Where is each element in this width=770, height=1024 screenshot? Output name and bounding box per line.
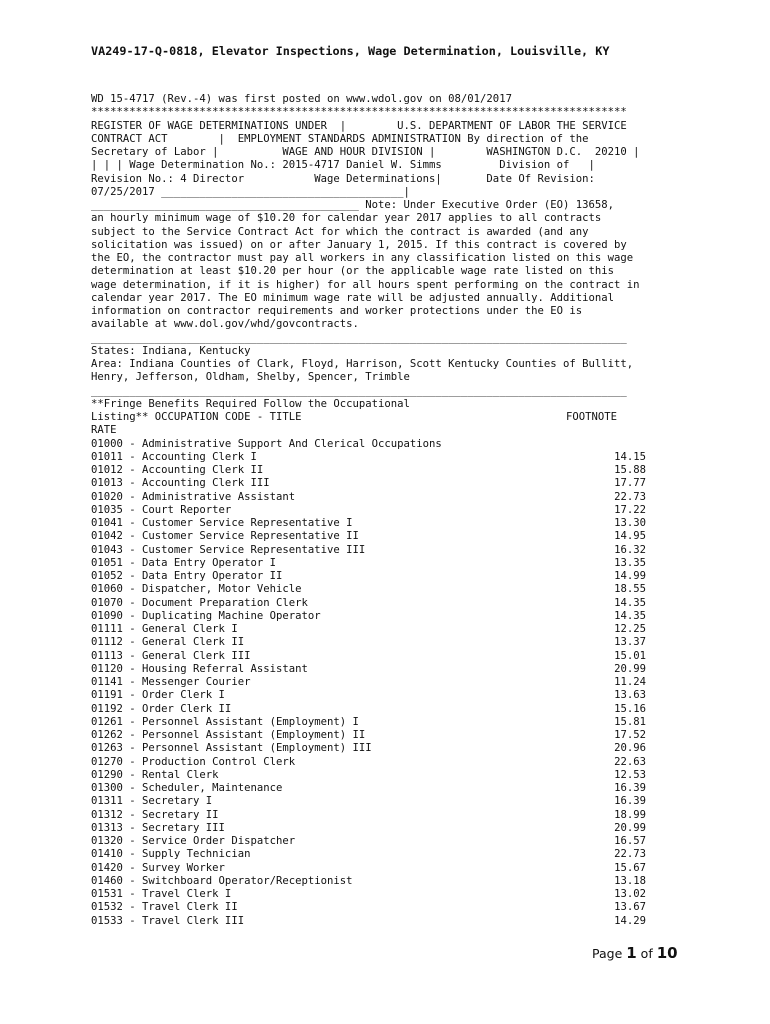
occupation-title: 01532 - Travel Clerk II [91,901,238,914]
page-word: Page [592,946,623,961]
occupation-row [91,862,691,875]
occupation-row [91,875,691,888]
occupation-rate: 12.25 [614,623,646,635]
body-line: information on contractor requirements and worker protections under the EO is [91,305,583,317]
occupation-rate: 13.67 [614,901,646,914]
occupation-row [91,901,691,914]
occupation-title: 01420 - Survey Worker [91,861,225,874]
body-line: ************************************************************************************ [91,106,627,119]
occupation-rate: 15.81 [614,715,646,728]
occupation-title: 01533 - Travel Clerk III [91,914,245,927]
occupation-row [91,477,691,490]
body-line: solicitation was issued) on or after January 1, 2015. If this contract is covered by [91,238,627,251]
occupation-row [91,650,691,663]
body-line: | | | Wage Determination No.: 2015-4717 Daniel W. Simms Division of | [91,159,595,172]
occupation-rate: 22.73 [614,848,646,861]
occupation-rate: 17.52 [614,729,646,741]
occupation-header-row [91,411,691,424]
occupation-title: 01313 - Secretary III [91,821,225,834]
occupation-rate: 22.63 [614,755,646,768]
occupation-row [91,888,691,901]
occupation-rate: 13.18 [614,874,646,887]
occupation-row [91,915,691,928]
occupation-row [91,636,691,649]
page-number: 1 [626,944,637,962]
occupation-row [91,822,691,835]
intro-text [91,93,691,411]
occupation-title: 01013 - Accounting Clerk III [91,477,270,490]
occupation-rate: 17.22 [614,503,646,516]
occupation-rate: 18.55 [614,583,646,596]
body-line: REGISTER OF WAGE DETERMINATIONS UNDER | U.S. DEPARTMENT OF LABOR THE SERVICE [91,119,627,132]
occupation-row [91,676,691,689]
occupation-rate: 12.53 [614,768,646,781]
occupation-title: 01020 - Administrative Assistant [91,490,296,503]
rate-header-label: RATE [91,424,117,437]
occupation-rate: 13.02 [614,888,646,900]
occupation-group-heading: 01000 - Administrative Support And Clerical Occupations [91,437,442,450]
body-line: CONTRACT ACT | EMPLOYMENT STANDARDS ADMINISTRATION By direction of the [91,132,589,145]
occupation-rate: 14.95 [614,530,646,543]
occupation-rate: 14.29 [614,914,646,927]
occupation-title: 01043 - Customer Service Representative III [91,543,366,556]
occupation-header-label: Listing** OCCUPATION CODE - TITLE [91,411,302,423]
body-line: wage determination, if it is higher) for all hours spent performing on the contract in [91,278,640,291]
occupation-rate: 18.99 [614,808,646,821]
occupation-rate: 16.39 [614,795,646,808]
occupation-row [91,517,691,530]
occupation-rate: 17.77 [614,477,646,490]
occupation-rate: 11.24 [614,676,646,688]
document-body [91,93,691,928]
body-line: **Fringe Benefits Required Follow the Occupational [91,397,410,410]
body-line: ____________________________________________________________________________________ [91,331,627,344]
occupation-title: 01090 - Duplicating Machine Operator [91,609,321,622]
occupation-title: 01531 - Travel Clerk I [91,888,232,900]
occupation-row [91,848,691,861]
occupation-title: 01192 - Order Clerk II [91,702,232,715]
occupation-row [91,504,691,517]
occupation-title: 01410 - Supply Technician [91,848,251,861]
occupation-row [91,795,691,808]
occupation-rate: 14.99 [614,570,646,582]
occupation-title: 01460 - Switchboard Operator/Receptionist [91,874,353,887]
document-title: VA249-17-Q-0818, Elevator Inspections, Wage Determination, Louisville, KY [91,44,610,58]
occupation-row [91,544,691,557]
occupation-title: 01011 - Accounting Clerk I [91,450,257,463]
of-word: of [640,946,653,961]
occupation-list [91,451,691,928]
occupation-row [91,530,691,543]
occupation-row [91,835,691,848]
occupation-title: 01042 - Customer Service Representative II [91,530,359,543]
occupation-row [91,729,691,742]
occupation-row [91,663,691,676]
occupation-rate: 15.88 [614,464,646,476]
occupation-row [91,769,691,782]
occupation-rate: 20.96 [614,742,646,755]
occupation-rate: 16.39 [614,782,646,794]
footnote-header-label: FOOTNOTE [566,411,618,423]
occupation-rate: 13.63 [614,689,646,702]
occupation-title: 01300 - Scheduler, Maintenance [91,782,283,794]
occupation-title: 01113 - General Clerk III [91,649,251,662]
occupation-title: 01261 - Personnel Assistant (Employment) I [91,715,359,728]
occupation-title: 01290 - Rental Clerk [91,768,219,781]
body-line: WD 15-4717 (Rev.-4) was first posted on www.wdol.gov on 08/01/2017 [91,93,512,105]
occupation-title: 01262 - Personnel Assistant (Employment) II [91,729,366,741]
total-pages: 10 [656,944,678,962]
occupation-row [91,451,691,464]
occupation-row [91,597,691,610]
occupation-title: 01035 - Court Reporter [91,503,232,516]
body-line: Revision No.: 4 Director Wage Determinations| Date Of Revision: [91,172,595,185]
body-line: determination at least $10.20 per hour (or the applicable wage rate listed on this [91,265,614,278]
body-line: States: Indiana, Kentucky [91,344,251,357]
occupation-rate: 16.57 [614,835,646,847]
occupation-row [91,623,691,636]
body-line: subject to the Service Contract Act for which the contract is awarded (and any [91,225,589,238]
occupation-rate: 15.16 [614,702,646,715]
occupation-title: 01141 - Messenger Courier [91,676,251,688]
occupation-title: 01052 - Data Entry Operator II [91,570,283,582]
occupation-row [91,703,691,716]
occupation-rate: 20.99 [614,662,646,675]
occupation-rate: 13.37 [614,636,646,649]
occupation-title: 01111 - General Clerk I [91,623,238,635]
occupation-title: 01051 - Data Entry Operator I [91,556,276,569]
occupation-rate: 14.35 [614,609,646,622]
body-line: 07/25/2017 ______________________________________| [91,185,410,198]
occupation-rate: 13.35 [614,556,646,569]
occupation-title: 01041 - Customer Service Representative I [91,517,353,529]
occupation-title: 01270 - Production Control Clerk [91,755,296,768]
body-line: __________________________________________ Note: Under Executive Order (EO) 13658, [91,199,614,211]
occupation-row [91,689,691,702]
occupation-row [91,809,691,822]
occupation-rate: 14.15 [614,450,646,463]
occupation-title: 01263 - Personnel Assistant (Employment) III [91,742,372,755]
occupation-title: 01120 - Housing Referral Assistant [91,662,308,675]
occupation-row [91,570,691,583]
occupation-rate: 20.99 [614,821,646,834]
body-line: an hourly minimum wage of $10.20 for calendar year 2017 applies to all contracts [91,212,602,225]
occupation-title: 01311 - Secretary I [91,795,213,808]
occupation-row [91,557,691,570]
occupation-row [91,464,691,477]
occupation-row [91,782,691,795]
occupation-row [91,716,691,729]
occupation-rate: 13.30 [614,517,646,529]
body-line: Secretary of Labor | WAGE AND HOUR DIVISION | WASHINGTON D.C. 20210 | [91,146,640,158]
occupation-row [91,583,691,596]
occupation-rate: 15.01 [614,649,646,662]
occupation-row [91,491,691,504]
body-line: available at www.dol.gov/whd/govcontracts. [91,318,359,331]
occupation-row [91,756,691,769]
occupation-rate: 22.73 [614,490,646,503]
occupation-rate: 14.35 [614,596,646,609]
occupation-title: 01191 - Order Clerk I [91,689,225,702]
body-line: Area: Indiana Counties of Clark, Floyd, Harrison, Scott Kentucky Counties of Bullitt, [91,358,634,370]
occupation-title: 01312 - Secretary II [91,808,219,821]
body-line: the EO, the contractor must pay all workers in any classification listed on this wage [91,252,634,264]
occupation-title: 01012 - Accounting Clerk II [91,464,264,476]
body-line: Henry, Jefferson, Oldham, Shelby, Spencer, Trimble [91,371,410,384]
occupation-title: 01070 - Document Preparation Clerk [91,596,308,609]
occupation-title: 01060 - Dispatcher, Motor Vehicle [91,583,302,596]
occupation-rate: 15.67 [614,861,646,874]
occupation-title: 01112 - General Clerk II [91,636,245,649]
page-footer [592,944,678,962]
occupation-title: 01320 - Service Order Dispatcher [91,835,296,847]
occupation-rate: 16.32 [614,543,646,556]
occupation-row [91,610,691,623]
body-line: ____________________________________________________________________________________ [91,384,627,397]
occupation-row [91,742,691,755]
body-line: calendar year 2017. The EO minimum wage rate will be adjusted annually. Additional [91,291,614,304]
